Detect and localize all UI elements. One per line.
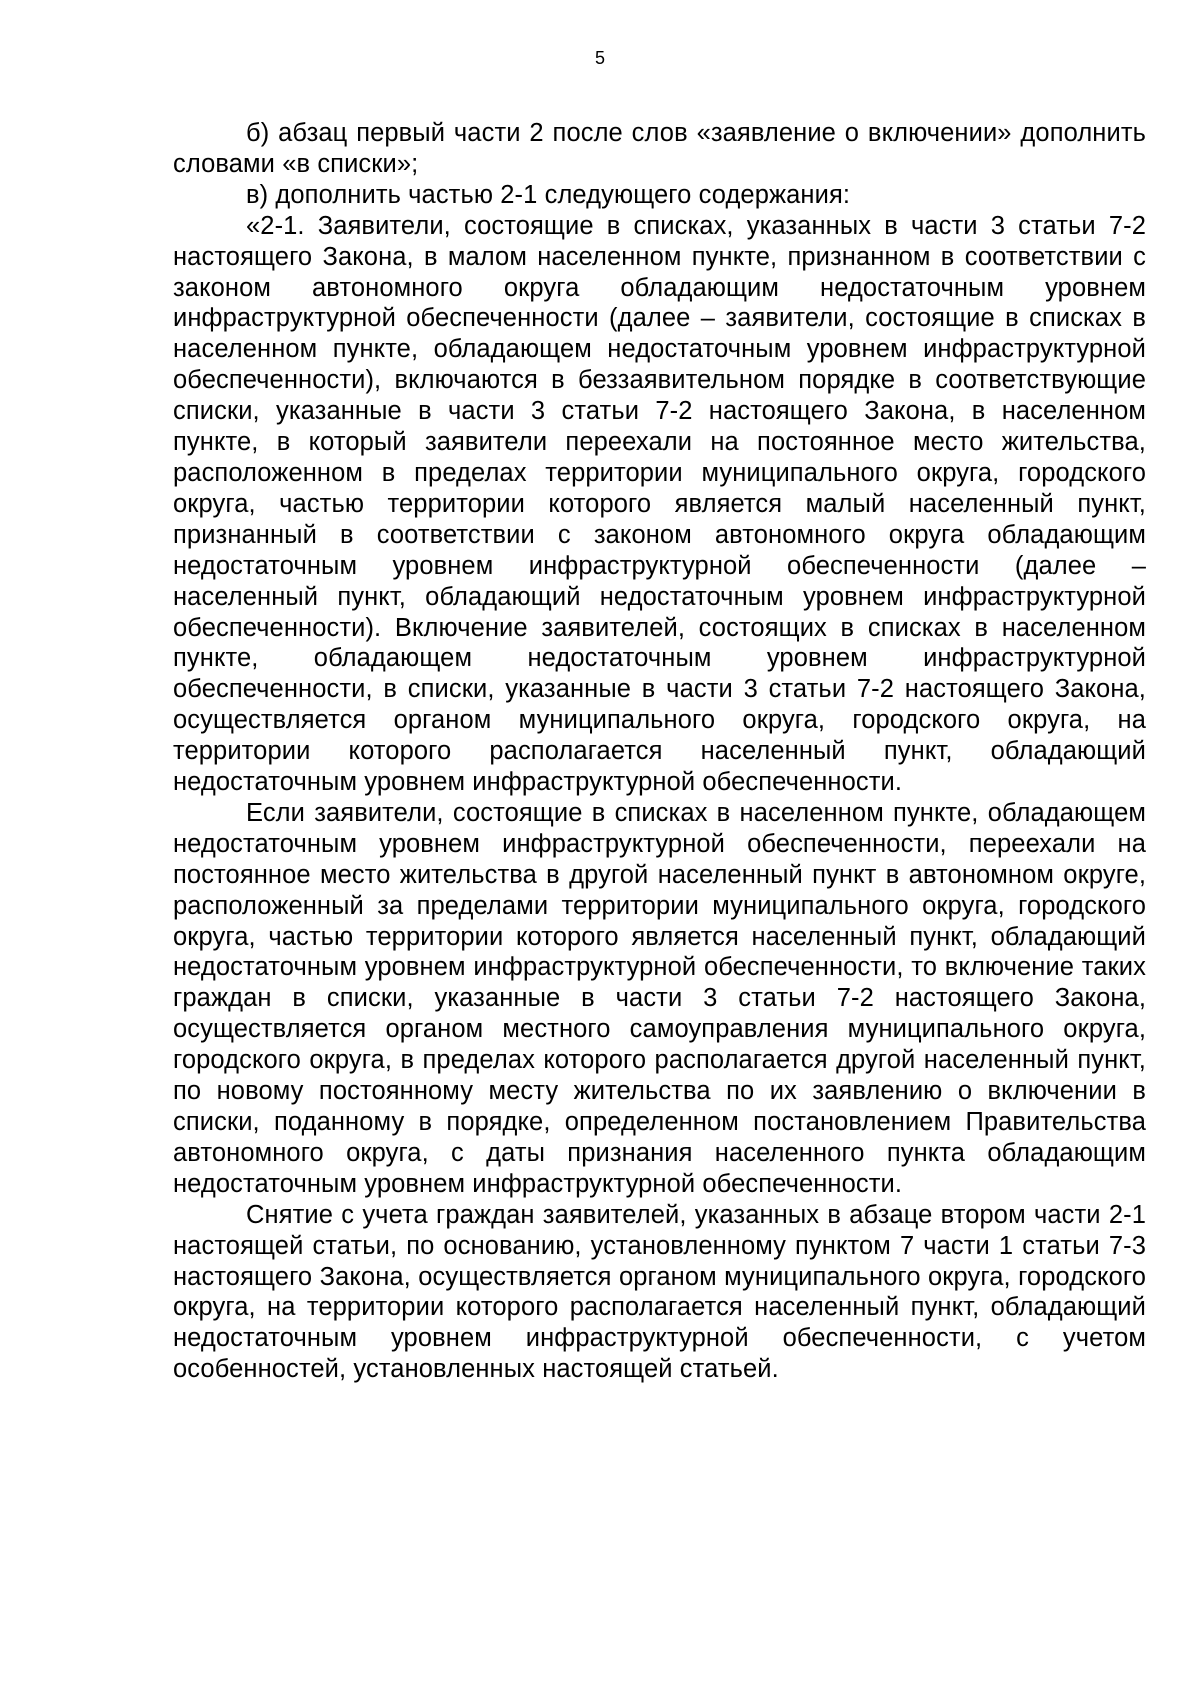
paragraph-v: в) дополнить частью 2-1 следующего содержания: [246, 180, 851, 209]
paragraph-part-2-1: «2-1. Заявители, состоящие в списках, указанных в части 3 статьи 7-2 настоящего Закона, в малом населенном пункте, признанном в соответствии с законом автономного округа обладающим недостаточным уровнем инфраструктурной обеспеченности (далее – заявители, состоящие в списках в населенном пункте, обладающем недостаточным уровнем инфраструктурной обеспеченности), включаются в беззаявительном порядке в соответствующие списки, указанные в части 3 статьи 7-2 настоящего Закона, в населенном пункте, в который заявители переехали на постоянное место жительства, расположенном в пределах территории муниципального округа, городского округа, частью территории которого является малый населенный пункт, признанный в соответствии с законом автономного округа обладающим недостаточным уровнем инфраструктурной обеспеченности (далее – населенный пункт, обладающий недостаточным уровнем инфраструктурной обеспеченности). Включение заявителей, состоящих в списках в населенном пункте, обладающем недостаточным уровнем инфраструктурной обеспеченности, в списки, указанные в части 3 статьи 7-2 настоящего Закона, осуществляется органом муниципального округа, городского округа, на территории которого располагается населенный пункт, обладающий недостаточным уровнем инфраструктурной обеспеченности. [173, 211, 1146, 797]
page-number: 5 [594, 48, 605, 68]
document-body [173, 118, 1146, 1385]
paragraph-relocation: Если заявители, состоящие в списках в населенном пункте, обладающем недостаточным уровнем инфраструктурной обеспеченности, переехали на постоянное место жительства в другой населенный пункт в автономном округе, расположенный за пределами территории муниципального округа, городского округа, частью территории которого является населенный пункт, обладающий недостаточным уровнем инфраструктурной обеспеченности, то включение таких граждан в списки, указанные в части 3 статьи 7-2 настоящего Закона, осуществляется органом местного самоуправления муниципального округа, городского округа, в пределах которого располагается другой населенный пункт, по новому постоянному месту жительства по их заявлению о включении в списки, поданному в порядке, определенном постановлением Правительства автономного округа, с даты признания населенного пункта обладающим недостаточным уровнем инфраструктурной обеспеченности. [173, 798, 1146, 1198]
paragraph-deregistration: Снятие с учета граждан заявителей, указанных в абзаце втором части 2-1 настоящей статьи, по основанию, установленному пунктом 7 части 1 статьи 7-3 настоящего Закона, осуществляется органом муниципального округа, городского округа, на территории которого располагается населенный пункт, обладающий недостаточным уровнем инфраструктурной обеспеченности, с учетом особенностей, установленных настоящей статьей. [173, 1200, 1146, 1384]
paragraph-b: б) абзац первый части 2 после слов «заявление о включении» дополнить словами «в списки»; [173, 119, 1146, 178]
